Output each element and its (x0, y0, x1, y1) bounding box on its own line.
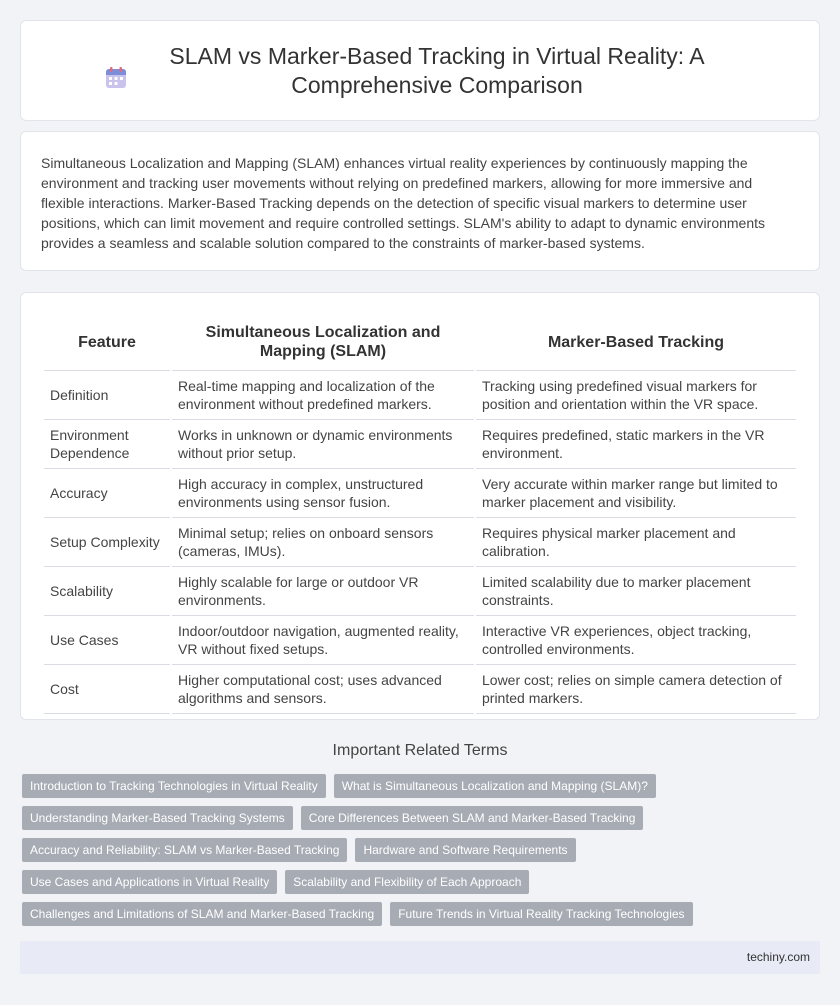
row-slam: Real-time mapping and localization of the environment without predefined markers. (172, 371, 474, 420)
related-terms-list (22, 774, 822, 934)
row-marker: Requires predefined, static markers in the VR environment. (476, 420, 796, 469)
related-terms-title: Important Related Terms (332, 742, 508, 759)
related-term-tag[interactable]: Hardware and Software Requirements (355, 838, 575, 862)
row-feature: Accuracy (44, 469, 170, 518)
tag-row (22, 806, 822, 830)
row-feature: Environment Dependence (44, 420, 170, 469)
footer-site-link[interactable]: techiny.com (746, 950, 810, 964)
row-marker: Limited scalability due to marker placement constraints. (476, 567, 796, 616)
tag-row (22, 838, 822, 862)
related-term-tag[interactable]: Introduction to Tracking Technologies in Virtual Reality (22, 774, 326, 798)
comparison-table-card (20, 292, 820, 720)
row-slam: Minimal setup; relies on onboard sensors (cameras, IMUs). (172, 518, 474, 567)
calendar-icon (104, 66, 128, 90)
row-marker: Very accurate within marker range but limited to marker placement and visibility. (476, 469, 796, 518)
row-slam: Works in unknown or dynamic environments without prior setup. (172, 420, 474, 469)
related-term-tag[interactable]: Core Differences Between SLAM and Marker-Based Tracking (301, 806, 644, 830)
table-row (44, 518, 796, 567)
tag-row (22, 870, 822, 894)
table-row (44, 371, 796, 420)
row-slam: Highly scalable for large or outdoor VR environments. (172, 567, 474, 616)
related-term-tag[interactable]: Future Trends in Virtual Reality Tracking Technologies (390, 902, 692, 926)
row-marker: Lower cost; relies on simple camera detection of printed markers. (476, 665, 796, 714)
row-marker: Requires physical marker placement and calibration. (476, 518, 796, 567)
row-feature: Scalability (44, 567, 170, 616)
row-feature: Definition (44, 371, 170, 420)
title-wrap (100, 42, 740, 100)
table-row (44, 567, 796, 616)
table-row (44, 420, 796, 469)
row-slam: Indoor/outdoor navigation, augmented reality, VR without fixed setups. (172, 616, 474, 665)
related-term-tag[interactable]: Understanding Marker-Based Tracking Systems (22, 806, 293, 830)
intro-card (20, 131, 820, 271)
title-card (20, 20, 820, 121)
related-term-tag[interactable]: Challenges and Limitations of SLAM and Marker-Based Tracking (22, 902, 382, 926)
row-marker: Interactive VR experiences, object tracking, controlled environments. (476, 616, 796, 665)
tag-row (22, 774, 822, 798)
row-feature: Setup Complexity (44, 518, 170, 567)
table-row (44, 469, 796, 518)
row-slam: Higher computational cost; uses advanced algorithms and sensors. (172, 665, 474, 714)
tag-row (22, 902, 822, 926)
page-title: SLAM vs Marker-Based Tracking in Virtual Reality: A Comprehensive Comparison (169, 42, 705, 98)
row-feature: Use Cases (44, 616, 170, 665)
footer (20, 941, 820, 974)
header-feature: Feature (44, 308, 170, 371)
row-marker: Tracking using predefined visual markers for position and orientation within the VR space. (476, 371, 796, 420)
related-term-tag[interactable]: Use Cases and Applications in Virtual Reality (22, 870, 277, 894)
comparison-table (42, 308, 798, 714)
row-feature: Cost (44, 665, 170, 714)
table-row (44, 616, 796, 665)
table-row (44, 665, 796, 714)
intro-paragraph: Simultaneous Localization and Mapping (SLAM) enhances virtual reality experiences by continuously mapping the environment and tracking user movements without relying on predefined markers, allowing for more immersive and flexible interactions. Marker-Based Tracking depends on the detection of specific visual markers to determine user positions, which can limit movement and require controlled settings. SLAM's ability to adapt to dynamic environments provides a seamless and scalable solution compared to the constraints of marker-based systems. (41, 155, 766, 251)
related-term-tag[interactable]: What is Simultaneous Localization and Mapping (SLAM)? (334, 774, 656, 798)
header-marker: Marker-Based Tracking (476, 308, 796, 371)
header-slam: Simultaneous Localization and Mapping (SLAM) (172, 308, 474, 371)
row-slam: High accuracy in complex, unstructured environments using sensor fusion. (172, 469, 474, 518)
table-header-row (44, 308, 796, 371)
related-term-tag[interactable]: Accuracy and Reliability: SLAM vs Marker-Based Tracking (22, 838, 347, 862)
related-term-tag[interactable]: Scalability and Flexibility of Each Approach (285, 870, 529, 894)
